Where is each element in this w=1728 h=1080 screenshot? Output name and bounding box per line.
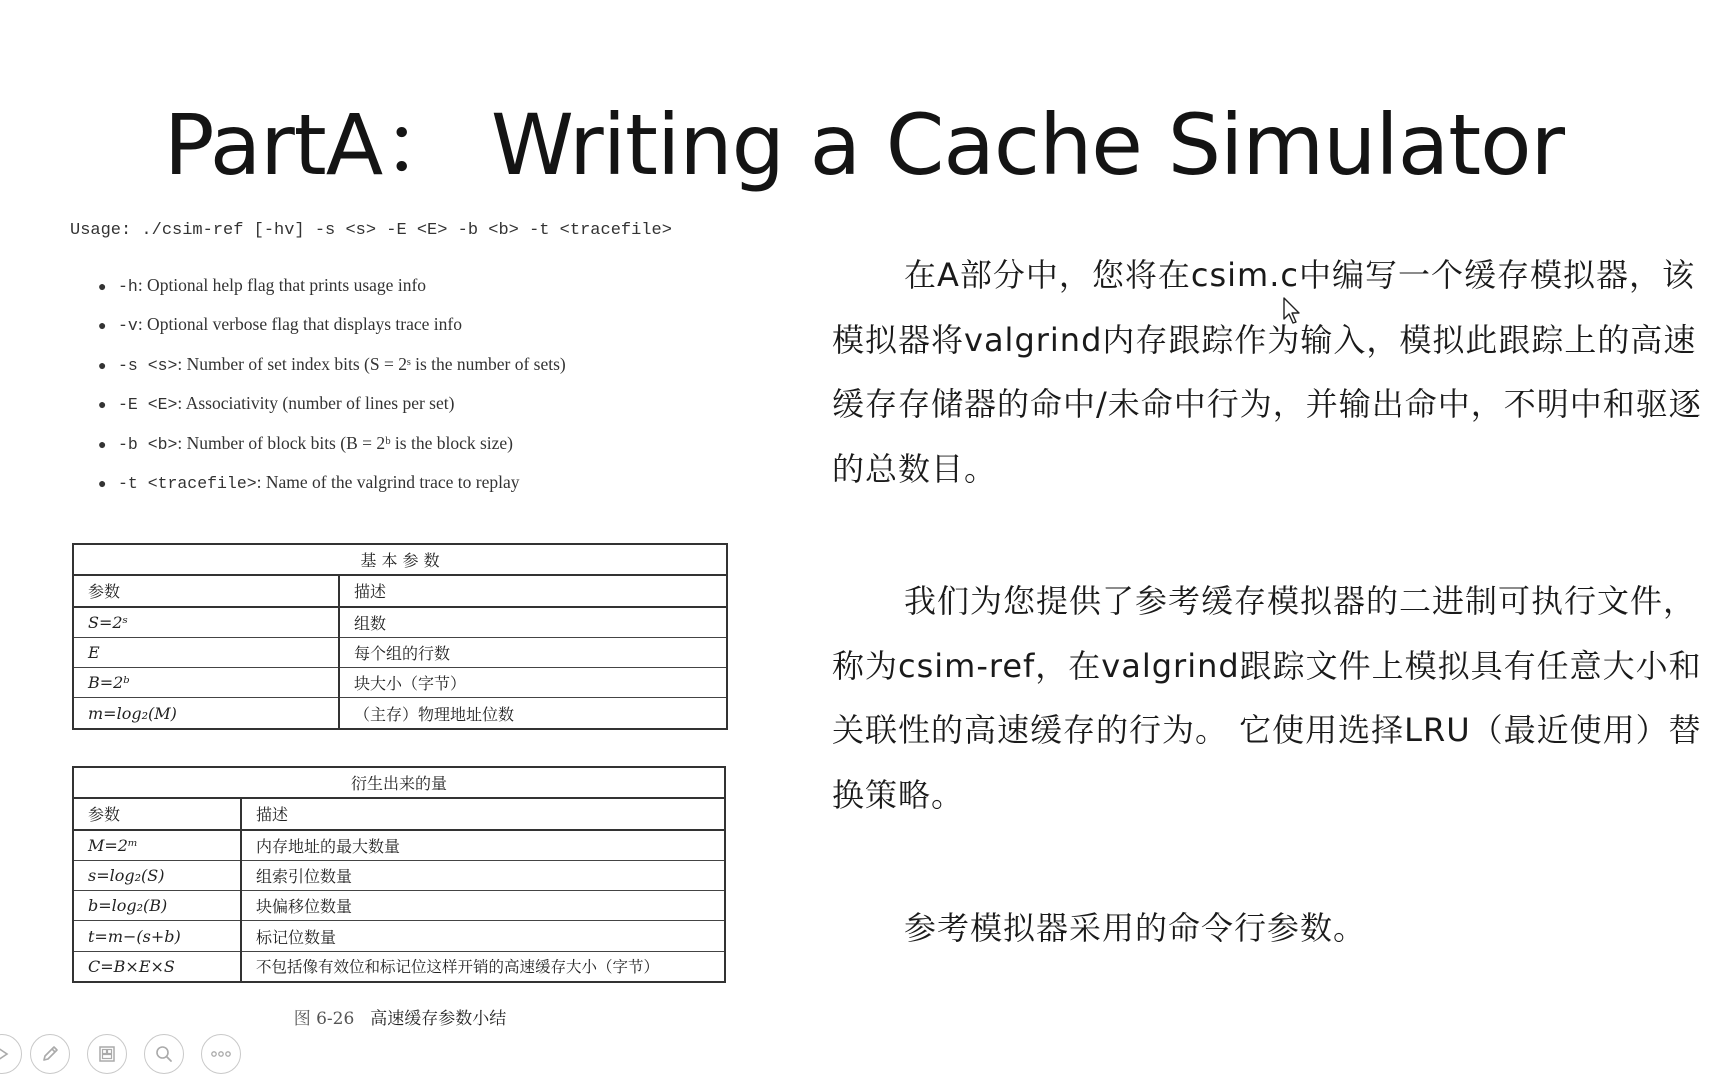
option-list [98,266,566,502]
figure-caption-text: 高速缓存参数小结 [370,1009,507,1029]
table-row [73,891,725,921]
list-item: ● -t <tracefile>: Name of the valgrind trace to replay [98,471,520,493]
desc-cell: （主存）物理地址位数 [339,698,727,729]
play-icon [0,1046,10,1062]
intro-paragraph: 在A部分中，您将在csim.c中编写一个缓存模拟器，该模拟器将valgrind内存跟踪作为输入，模拟此跟踪上的高速缓存存储器的命中/未命中行为，并输出命中，不明中和驱逐的总数目。 [832,256,1702,488]
table-row [73,637,727,667]
column-header: 描述 [339,575,727,606]
param-cell: s=log₂(S) [73,860,241,890]
option-desc: : Number of set index bits (S = 2ˢ is the number of sets) [177,353,566,374]
option-flag: -t <tracefile> [118,473,257,493]
option-flag: -v [118,316,138,336]
param-cell: E [73,637,339,667]
param-cell: m=log₂(M) [73,698,339,729]
slides-icon [97,1044,117,1064]
desc-cell: 不包括像有效位和标记位这样开销的高速缓存大小（字节） [241,951,725,982]
slide-title: PartA： Writing a Cache Simulator [163,96,1565,194]
desc-cell: 内存地址的最大数量 [241,830,725,861]
list-item: ● -v: Optional verbose flag that displays trace info [98,314,462,336]
zoom-button[interactable] [144,1034,184,1074]
column-header: 参数 [73,575,339,606]
desc-cell: 块偏移位数量 [241,891,725,921]
table-title: 基 本 参 数 [73,544,727,575]
table-title: 衍生出来的量 [73,767,725,798]
table-row [73,830,725,861]
option-desc: : Optional help flag that prints usage info [137,275,427,295]
table-row [73,698,727,729]
slides-button[interactable] [87,1034,127,1074]
table-row [73,860,725,890]
reference-paragraph: 我们为您提供了参考缓存模拟器的二进制可执行文件，称为csim-ref，在valgrind跟踪文件上模拟具有任意大小和关联性的高速缓存的行为。 它使用选择LRU（最近使用）替换策略。 [832,582,1702,814]
param-cell: C=B×E×S [73,951,241,982]
param-cell: S=2ˢ [73,607,339,638]
param-cell: b=log₂(B) [73,891,241,921]
pen-icon [40,1044,60,1064]
option-flag: -s <s> [118,355,178,375]
play-button[interactable] [0,1034,22,1074]
option-flag: -b <b> [118,434,178,454]
list-item: ● -b <b>: Number of block bits (B = 2ᵇ is the block size) [98,432,513,454]
basic-params-table [72,543,728,730]
column-header: 参数 [73,798,241,829]
param-cell: M=2ᵐ [73,830,241,861]
param-cell: B=2ᵇ [73,668,339,698]
desc-cell: 每个组的行数 [339,637,727,667]
option-desc: : Name of the valgrind trace to replay [256,471,520,492]
desc-cell: 组索引位数量 [241,860,725,890]
list-item: ● -s <s>: Number of set index bits (S = 2ˢ is the number of sets) [98,353,566,375]
list-item: ● -h: Optional help flag that prints usage info [98,275,427,296]
table-row [73,921,725,951]
option-desc: : Number of block bits (B = 2ᵇ is the block size) [177,432,513,453]
derived-params-table [72,766,726,983]
desc-cell: 块大小（字节） [339,668,727,698]
option-desc: : Optional verbose flag that displays trace info [137,314,462,335]
usage-line: Usage: ./csim-ref [-hv] -s <s> -E <E> -b <b> -t <tracefile> [70,221,672,240]
column-header: 描述 [241,798,725,829]
pen-button[interactable] [30,1034,70,1074]
option-flag: -h [118,277,138,296]
table-row [73,951,725,982]
more-button[interactable] [201,1034,241,1074]
option-flag: -E <E> [118,395,178,415]
option-desc: : Associativity (number of lines per set) [177,393,455,414]
zoom-icon [154,1044,174,1064]
param-cell: t=m−(s+b) [73,921,241,951]
more-icon [210,1050,232,1058]
table-row [73,668,727,698]
figure-number: 图 6-26 [293,1009,355,1029]
figure-caption [0,1004,800,1029]
args-paragraph: 参考模拟器采用的命令行参数。 [904,909,1367,947]
list-item: ● -E <E>: Associativity (number of lines per set) [98,393,455,415]
table-row [73,607,727,638]
mouse-cursor-icon [1283,297,1303,325]
desc-cell: 组数 [339,607,727,638]
desc-cell: 标记位数量 [241,921,725,951]
